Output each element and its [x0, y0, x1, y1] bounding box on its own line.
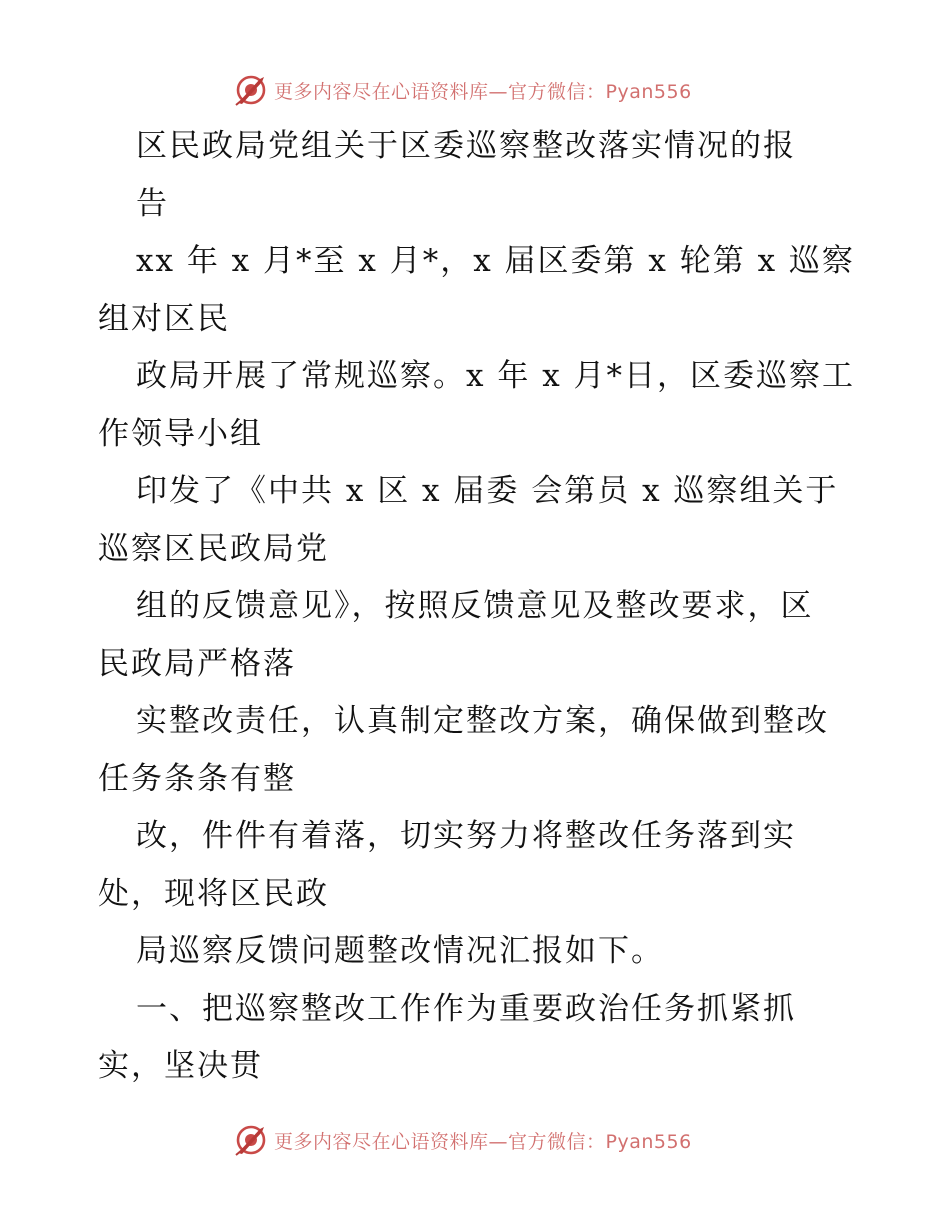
quill-seal-logo-icon [234, 73, 268, 107]
watermark-text: 更多内容尽在心语资料库—官方微信：Pyan556 [274, 80, 692, 103]
document-title-line-2: 告 [136, 185, 169, 222]
paragraph-line: 改，件件有着落，切实努力将整改任务落到实 [136, 818, 796, 854]
watermark-text: 更多内容尽在心语资料库—官方微信：Pyan556 [274, 1130, 692, 1153]
document-title-line-1: 区民政局党组关于区委巡察整改落实情况的报 [136, 128, 796, 164]
footer-watermark-banner [234, 1120, 692, 1160]
paragraph-line: 政局开展了常规巡察。x 年 x 月*日，区委巡察工 [136, 358, 856, 394]
paragraph-line: xx 年 x 月*至 x 月*，x 届区委第 x 轮第 x 巡察 [136, 243, 855, 279]
section-heading-line: 一、把巡察整改工作作为重要政治任务抓紧抓 [136, 990, 796, 1027]
paragraph-line: 巡察区民政局党 [98, 530, 329, 567]
header-watermark-banner [234, 70, 692, 110]
document-body [98, 118, 858, 1096]
paragraph-line: 处，现将区民政 [98, 875, 329, 912]
paragraph-line: 任务条条有整 [98, 760, 296, 797]
paragraph-line: 实整改责任，认真制定整改方案，确保做到整改 [136, 703, 829, 739]
paragraph-line: 局巡察反馈问题整改情况汇报如下。 [136, 933, 664, 969]
paragraph-line: 印发了《中共 x 区 x 届委 会第员 x 巡察组关于 [136, 473, 839, 509]
section-heading-line: 实，坚决贯 [98, 1048, 263, 1084]
paragraph-line: 组对区民 [98, 300, 230, 337]
paragraph-line: 作领导小组 [98, 415, 263, 452]
quill-seal-logo-icon [234, 1123, 268, 1157]
paragraph-line: 组的反馈意见》，按照反馈意见及整改要求，区 [136, 588, 814, 624]
paragraph-line: 民政局严格落 [98, 645, 296, 682]
